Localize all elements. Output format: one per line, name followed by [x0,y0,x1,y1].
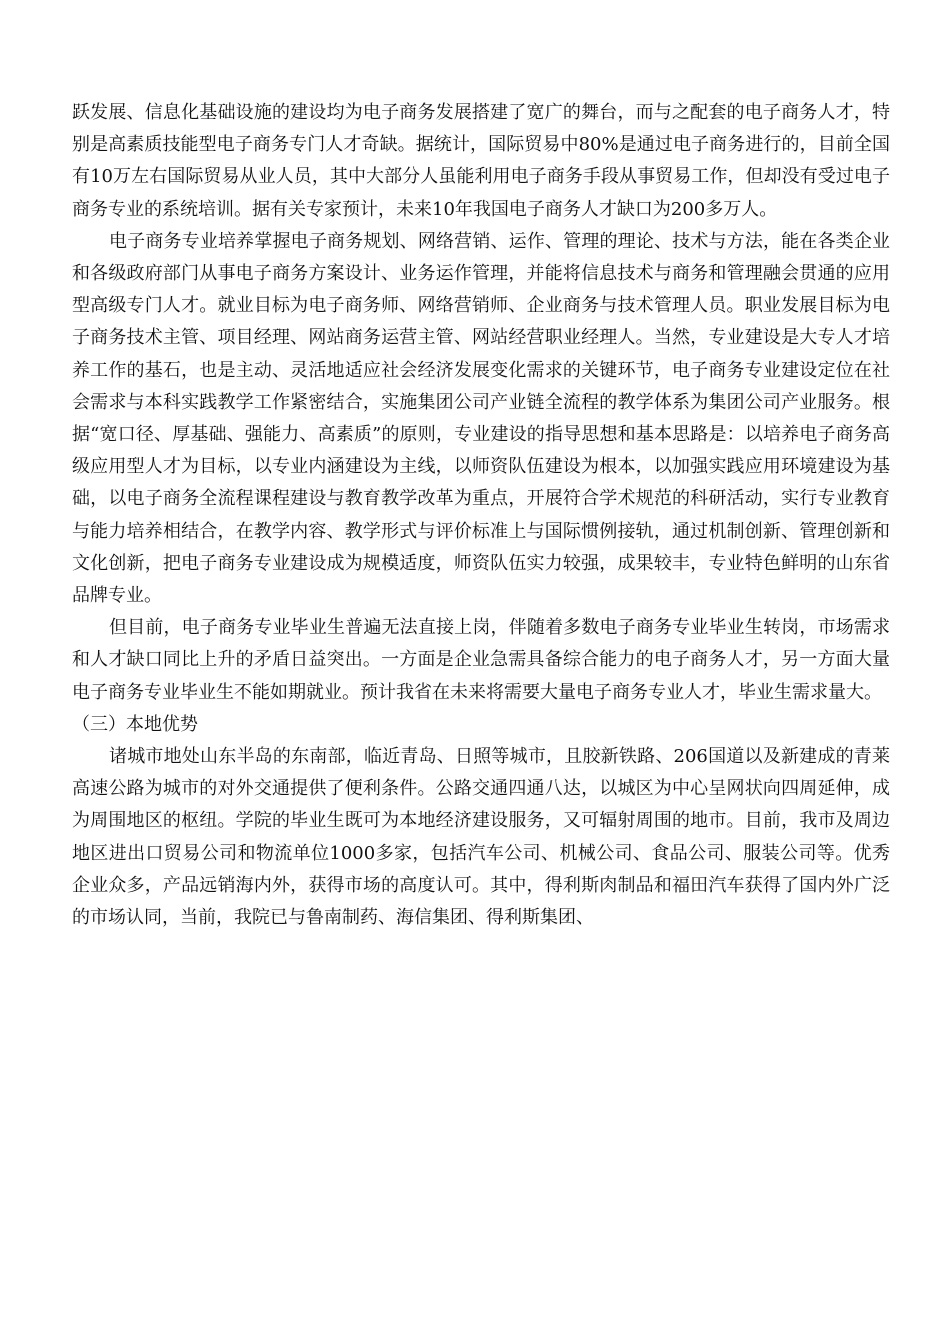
document-body [72,97,890,934]
paragraph-continuation: 跃发展、信息化基础设施的建设均为电子商务发展搭建了宽广的舞台，而与之配套的电子商务人才，特别是高素质技能型电子商务专门人才奇缺。据统计，国际贸易中80%是通过电子商务进行的，目前全国有10万左右国际贸易从业人员，其中大部分人虽能利用电子商务手段从事贸易工作，但却没有受过电子商务专业的系统培训。据有关专家预计，未来10年我国电子商务人才缺口为200多万人。 [72,102,890,220]
paragraph-local-advantage: 诸城市地处山东半岛的东南部，临近青岛、日照等城市，且胶新铁路、206国道以及新建成的青莱高速公路为城市的对外交通提供了便利条件。公路交通四通八达，以城区为中心呈网状向四周延伸，成为周围地区的枢纽。学院的毕业生既可为本地经济建设服务，又可辐射周围的地市。目前，我市及周边地区进出口贸易公司和物流单位1000多家，包括汽车公司、机械公司、食品公司、服装公司等。优秀企业众多，产品远销海内外，获得市场的高度认可。其中，得利斯肉制品和福田汽车获得了国内外广泛的市场认同，当前，我院已与鲁南制药、海信集团、得利斯集团、 [72,746,890,929]
section-heading: （三）本地优势 [72,713,198,735]
paragraph-training-goals: 电子商务专业培养掌握电子商务规划、网络营销、运作、管理的理论、技术与方法，能在各类企业和各级政府部门从事电子商务方案设计、业务运作管理，并能将信息技术与商务和管理融会贯通的应用型高级专门人才。就业目标为电子商务师、网络营销师、企业商务与技术管理人员。职业发展目标为电子商务技术主管、项目经理、网站商务运营主管、网站经营职业经理人。当然，专业建设是大专人才培养工作的基石，也是主动、灵活地适应社会经济发展变化需求的关键环节，电子商务专业建设定位在社会需求与本科实践教学工作紧密结合，实施集团公司产业链全流程的教学体系为集团公司产业服务。根据“宽口径、厚基础、强能力、高素质”的原则，专业建设的指导思想和基本思路是：以培养电子商务高级应用型人才为目标，以专业内涵建设为主线，以师资队伍建设为根本，以加强实践应用环境建设为基础，以电子商务全流程课程建设与教育教学改革为重点，开展符合学术规范的科研活动，实行专业教育与能力培养相结合，在教学内容、教学形式与评价标准上与国际惯例接轨，通过机制创新、管理创新和文化创新，把电子商务专业建设成为规模适度，师资队伍实力较强，成果较丰，专业特色鲜明的山东省品牌专业。 [72,230,890,607]
paragraph-market-demand: 但目前，电子商务专业毕业生普遍无法直接上岗，伴随着多数电子商务专业毕业生转岗，市场需求和人才缺口同比上升的矛盾日益突出。一方面是企业急需具备综合能力的电子商务人才，另一方面大量电子商务专业毕业生不能如期就业。预计我省在未来将需要大量电子商务专业人才，毕业生需求量大。 [72,617,890,703]
